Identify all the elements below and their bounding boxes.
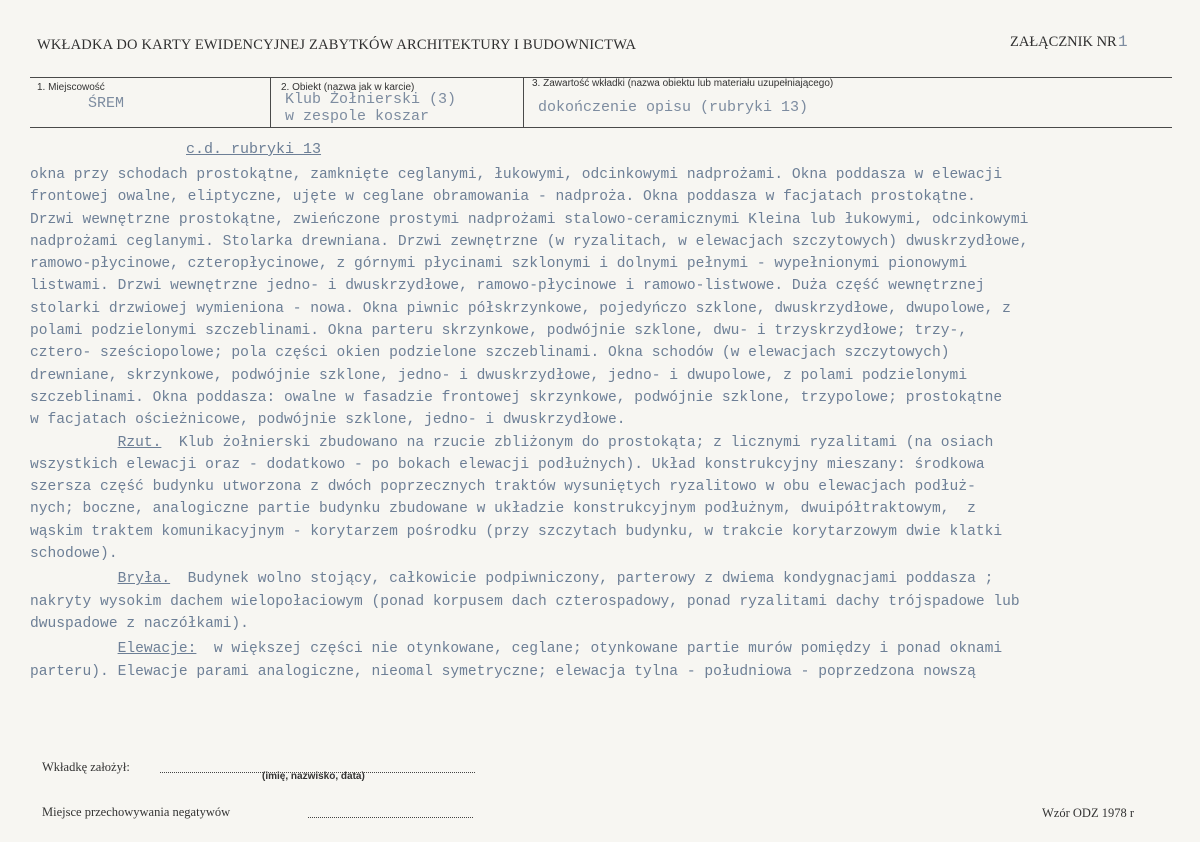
field-object-value-2: w zespole koszar [285,108,430,125]
text-line: wąskim traktem komunikacyjnym - korytarzem pośrodku (przy szczytach budynku, w trakcie korytarzowym dwie klatki [30,523,1003,540]
text-line: nych; boczne, analogiczne partie budynku zbudowane w układzie konstrukcyjnym podłużnym, dwuipółtraktowym, z [30,501,976,518]
field-location-label: 1. Miejscowość [37,82,105,93]
insert-author-hint: (imię, nazwisko, data) [262,771,365,782]
text-line: szersza część budynku utworzona z dwóch poprzecznych traktów wysuniętych ryzalitowo w obu elewacjach podłuż- [30,479,976,496]
annex-label: ZAŁĄCZNIK NR [1010,34,1117,50]
bryla-label: Bryła. [117,571,171,588]
elewacje-label: Elewacje: [117,641,197,658]
text-line: parteru). Elewacje parami analogiczne, nieomal symetryczne; elewacja tylna - południowa - poprzedzona nowszą [30,663,976,680]
text-line: drewniane, skrzynkowe, podwójnie szklone, jedno- i dwuskrzydłowe, jedno- i dwupolowe, z polami podzielonymi [30,367,968,384]
annex-number: 1 [1118,33,1128,51]
negatives-location-label: Miejsce przechowywania negatywów [42,805,231,819]
text-line: nakryty wysokim dachem wielopołaciowym (ponad korpusem dach czterospadowy, ponad ryzalitami dachy trójspadowe lub [30,593,1020,610]
elewacje-paragraph-start [30,638,1170,660]
field-object-label: 2. Obiekt (nazwa jak w karcie) [281,82,415,93]
text-line: szczeblinami. Okna poddasza: owalne w fasadzie frontowej skrzynkowe, podwójnie szklone, trzypolowe; prostokątne [30,389,1003,406]
text-line: w większej części nie otynkowane, ceglane; otynkowane partie murów pomiędzy i ponad oknami [213,641,1003,658]
text-line: schodowe). [30,546,118,563]
negatives-location-line [308,817,473,818]
text-line: listwami. Drzwi wewnętrzne jedno- i dwuskrzydłowe, ramowo-płycinowe i ramowo-listwowe. Duża część wewnętrznej [30,278,985,295]
continuation-heading: c.d. rubryki 13 [186,141,322,158]
rzut-paragraph-start [30,432,1170,454]
text-line: frontowej owalne, eliptyczne, ujęte w ceglane obramowania - nadproża. Okna poddasza w facjatach prostokątne. [30,189,976,206]
description-body [30,164,1170,683]
text-line: okna przy schodach prostokątne, zamknięte ceglanymi, łukowymi, odcinkowymi nadprożami. Okna poddasza w elewacji [30,167,1003,183]
text-line: cztero- sześciopolowe; pola części okien podzielone szczeblinami. Okna schodów (w elewacjach szczytowych) [30,345,950,362]
field-content-label: 3. Zawartość wkładki (nazwa obiektu lub materiału uzupełniającego) [532,78,834,89]
text-line: Drzwi wewnętrzne prostokątne, zwieńczone prostymi nadprożami stalowo-ceramicznymi Kleina lub łukowymi, odcinkowymi [30,211,1029,228]
rzut-label: Rzut. [117,434,162,451]
field-object-value-1: Klub Żołnierski (3) [285,91,457,108]
field-location-value: ŚREM [88,95,125,112]
field-content-value: dokończenie opisu (rubryki 13) [538,99,809,116]
text-line: stolarki drzwiowej wymieniona - nowa. Okna piwnic półskrzynkowe, pojedyńczo szklone, dwuskrzydłowe, dwupolowe, z [30,300,1011,317]
card-title: WKŁADKA DO KARTY EWIDENCYJNEJ ZABYTKÓW ARCHITEKTURY I BUDOWNICTWA [37,37,637,53]
insert-author-label: Wkładkę założył: [42,760,130,774]
text-line: dwuspadowe z naczółkami). [30,615,249,632]
text-line: w facjatach ościeżnicowe, podwójnie szklone, jedno- i dwuskrzydłowe. [30,412,626,429]
text-line: wszystkich elewacji oraz - dodatkowo - po bokach elewacji podłużnych). Układ konstrukcyjny mieszany: środkowa [30,456,985,473]
table-divider-2 [523,77,524,128]
text-line: nadprożami ceglanymi. Stolarka drewniana. Drzwi zewnętrzne (w ryzalitach, w elewacjach szczytowych) dwuskrzydłowe, [30,233,1029,250]
text-line: polami podzielonymi szczeblinami. Okna parteru skrzynkowe, podwójnie szklone, dwu- i trzyskrzydłowe; trzy-, [30,323,968,340]
form-version: Wzór ODZ 1978 r [1042,806,1134,820]
text-line: Budynek wolno stojący, całkowicie podpiwniczony, parterowy z dwiema kondygnacjami poddasza ; [187,571,994,588]
table-bottom-rule [30,127,1172,128]
text-line: ramowo-płycinowe, czteropłycinowe, z górnymi płycinami szklonymi i dolnymi pełnymi - wypełnionymi pionowymi [30,256,968,273]
bryla-paragraph-start [30,568,1170,590]
table-divider-1 [270,77,271,128]
text-line: Klub żołnierski zbudowano na rzucie zbliżonym do prostokąta; z licznymi ryzalitami (na osiach [178,434,994,451]
